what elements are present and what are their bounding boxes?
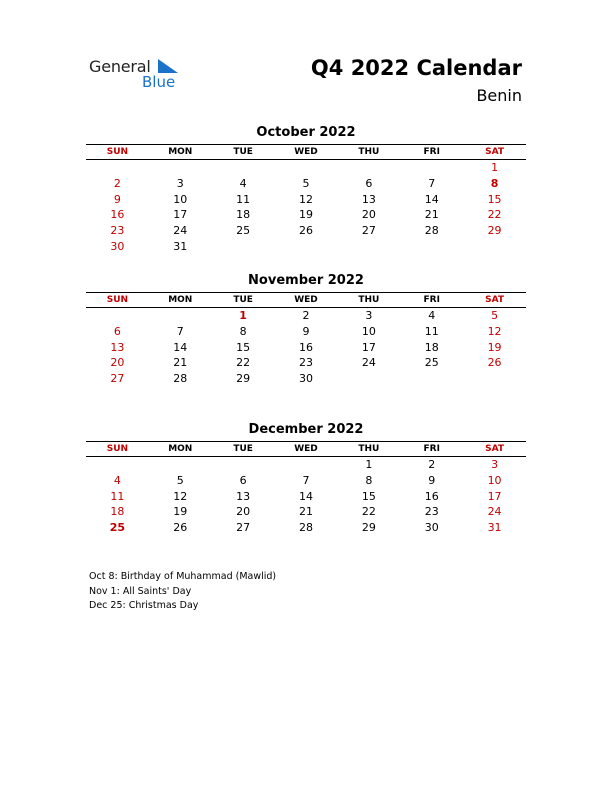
- empty-day-cell: [212, 160, 275, 176]
- weekday-header: [86, 292, 526, 308]
- weekday-label: SUN: [106, 147, 129, 157]
- month-october: [86, 124, 526, 255]
- weekday-label: THU: [358, 444, 380, 454]
- day-cell: 25: [424, 356, 439, 370]
- day-cell: 23: [110, 224, 125, 238]
- empty-day-cell: [149, 457, 212, 473]
- logo-blue-text: Blue: [142, 73, 176, 91]
- day-cell: 4: [428, 309, 436, 322]
- day-cell: 1: [239, 309, 247, 322]
- weekday-label: TUE: [233, 295, 253, 305]
- day-cell: 12: [298, 192, 313, 206]
- day-cell: 14: [424, 192, 439, 206]
- weekday-label: SAT: [485, 147, 505, 157]
- page-title: Q4 2022 Calendar: [310, 56, 522, 80]
- holiday-note: Nov 1: All Saints' Day: [89, 585, 192, 597]
- day-cell: 18: [110, 505, 125, 519]
- day-cell: 30: [110, 239, 125, 253]
- day-cell: 4: [239, 176, 247, 190]
- day-cell: 15: [487, 192, 502, 206]
- day-cell: 14: [298, 489, 313, 503]
- month-december: [86, 421, 526, 536]
- day-cell: 11: [424, 324, 439, 338]
- empty-day-cell: [337, 160, 400, 176]
- day-cell: 1: [365, 458, 373, 471]
- day-cell: 28: [298, 521, 313, 535]
- day-cell: 10: [173, 192, 188, 206]
- day-cell: 14: [173, 340, 188, 354]
- weekday-label: SAT: [485, 295, 505, 305]
- day-cell: 13: [236, 489, 251, 503]
- day-cell: 7: [428, 176, 436, 190]
- month-title: December 2022: [248, 422, 364, 437]
- month-title: October 2022: [256, 125, 356, 140]
- day-cell: 23: [424, 505, 439, 519]
- empty-day-cell: [400, 160, 463, 176]
- empty-day-cell: [275, 457, 338, 473]
- day-cell: 19: [298, 208, 313, 222]
- day-cell: 25: [109, 521, 126, 535]
- day-cell: 22: [236, 356, 251, 370]
- day-cell: 6: [365, 176, 373, 190]
- day-cell: 2: [302, 309, 310, 322]
- day-cell: 20: [110, 356, 125, 370]
- day-grid: [86, 308, 526, 387]
- day-cell: 30: [298, 372, 313, 386]
- day-cell: 17: [487, 489, 502, 503]
- day-cell: 12: [173, 489, 188, 503]
- day-cell: 24: [361, 356, 376, 370]
- weekday-label: TUE: [233, 444, 253, 454]
- weekday-label: THU: [358, 295, 380, 305]
- weekday-header: [86, 441, 526, 457]
- day-cell: 27: [361, 224, 376, 238]
- weekday-label: TUE: [233, 147, 253, 157]
- day-cell: 29: [487, 224, 502, 238]
- day-cell: 25: [236, 224, 251, 238]
- day-cell: 10: [487, 473, 502, 487]
- day-cell: 3: [176, 176, 184, 190]
- day-cell: 3: [491, 458, 499, 471]
- empty-day-cell: [149, 160, 212, 176]
- day-cell: 29: [361, 521, 376, 535]
- day-cell: 9: [302, 324, 310, 338]
- logo-triangle-icon: [158, 59, 178, 73]
- day-cell: 5: [302, 176, 310, 190]
- day-cell: 21: [298, 505, 313, 519]
- day-cell: 17: [361, 340, 376, 354]
- day-cell: 7: [302, 473, 310, 487]
- day-cell: 28: [424, 224, 439, 238]
- day-cell: 23: [298, 356, 313, 370]
- day-cell: 21: [424, 208, 439, 222]
- day-cell: 13: [110, 340, 125, 354]
- day-cell: 20: [361, 208, 376, 222]
- logo: [89, 57, 189, 93]
- day-cell: 2: [428, 458, 436, 471]
- day-cell: 5: [491, 309, 499, 322]
- weekday-label: THU: [358, 147, 380, 157]
- day-cell: 18: [424, 340, 439, 354]
- weekday-label: SUN: [106, 295, 129, 305]
- day-cell: 19: [487, 340, 502, 354]
- day-cell: 29: [236, 372, 251, 386]
- day-cell: 31: [173, 239, 188, 253]
- day-cell: 24: [173, 224, 188, 238]
- day-cell: 16: [110, 208, 125, 222]
- weekday-label: WED: [294, 295, 318, 305]
- holiday-note: Oct 8: Birthday of Muhammad (Mawlid): [89, 571, 277, 582]
- day-cell: 15: [361, 489, 376, 503]
- day-cell: 30: [424, 521, 439, 535]
- day-cell: 15: [236, 340, 251, 354]
- day-cell: 27: [110, 372, 125, 386]
- day-cell: 28: [173, 372, 188, 386]
- weekday-label: MON: [168, 295, 193, 305]
- day-cell: 1: [491, 161, 499, 174]
- day-cell: 3: [365, 309, 373, 322]
- day-cell: 22: [487, 208, 502, 222]
- day-cell: 8: [239, 324, 247, 338]
- day-cell: 27: [236, 521, 251, 535]
- day-cell: 6: [113, 324, 121, 338]
- day-cell: 19: [173, 505, 188, 519]
- weekday-label: FRI: [423, 295, 440, 305]
- day-cell: 16: [298, 340, 313, 354]
- empty-day-cell: [275, 160, 338, 176]
- day-cell: 9: [113, 192, 121, 206]
- day-cell: 9: [428, 473, 436, 487]
- day-cell: 7: [176, 324, 184, 338]
- day-cell: 24: [487, 505, 502, 519]
- weekday-label: MON: [168, 147, 193, 157]
- day-cell: 13: [361, 192, 376, 206]
- day-cell: 2: [113, 176, 121, 190]
- empty-day-cell: [149, 308, 212, 324]
- month-title: November 2022: [248, 273, 364, 288]
- day-cell: 18: [236, 208, 251, 222]
- day-cell: 31: [487, 521, 502, 535]
- day-cell: 11: [236, 192, 251, 206]
- day-cell: 17: [173, 208, 188, 222]
- empty-day-cell: [86, 160, 149, 176]
- weekday-label: MON: [168, 444, 193, 454]
- month-november: [86, 272, 526, 387]
- day-cell: 5: [176, 473, 184, 487]
- day-cell: 26: [173, 521, 188, 535]
- day-cell: 22: [361, 505, 376, 519]
- weekday-label: SUN: [106, 444, 129, 454]
- day-cell: 8: [490, 176, 499, 190]
- day-cell: 8: [365, 473, 373, 487]
- weekday-header: [86, 144, 526, 160]
- day-cell: 16: [424, 489, 439, 503]
- weekday-label: WED: [294, 444, 318, 454]
- logo-general-text: General: [89, 57, 151, 76]
- weekday-label: FRI: [423, 147, 440, 157]
- day-cell: 10: [361, 324, 376, 338]
- empty-day-cell: [86, 308, 149, 324]
- empty-day-cell: [212, 457, 275, 473]
- country-name: Benin: [476, 86, 522, 105]
- empty-day-cell: [86, 457, 149, 473]
- day-grid: [86, 160, 526, 255]
- day-cell: 26: [298, 224, 313, 238]
- holiday-note: Dec 25: Christmas Day: [89, 600, 199, 611]
- day-cell: 12: [487, 324, 502, 338]
- day-cell: 4: [113, 473, 121, 487]
- day-grid: [86, 457, 526, 536]
- holiday-notes: [89, 570, 276, 614]
- day-cell: 21: [173, 356, 188, 370]
- day-cell: 6: [239, 473, 247, 487]
- weekday-label: FRI: [423, 444, 440, 454]
- weekday-label: SAT: [485, 444, 505, 454]
- day-cell: 26: [487, 356, 502, 370]
- day-cell: 11: [110, 489, 125, 503]
- day-cell: 20: [236, 505, 251, 519]
- weekday-label: WED: [294, 147, 318, 157]
